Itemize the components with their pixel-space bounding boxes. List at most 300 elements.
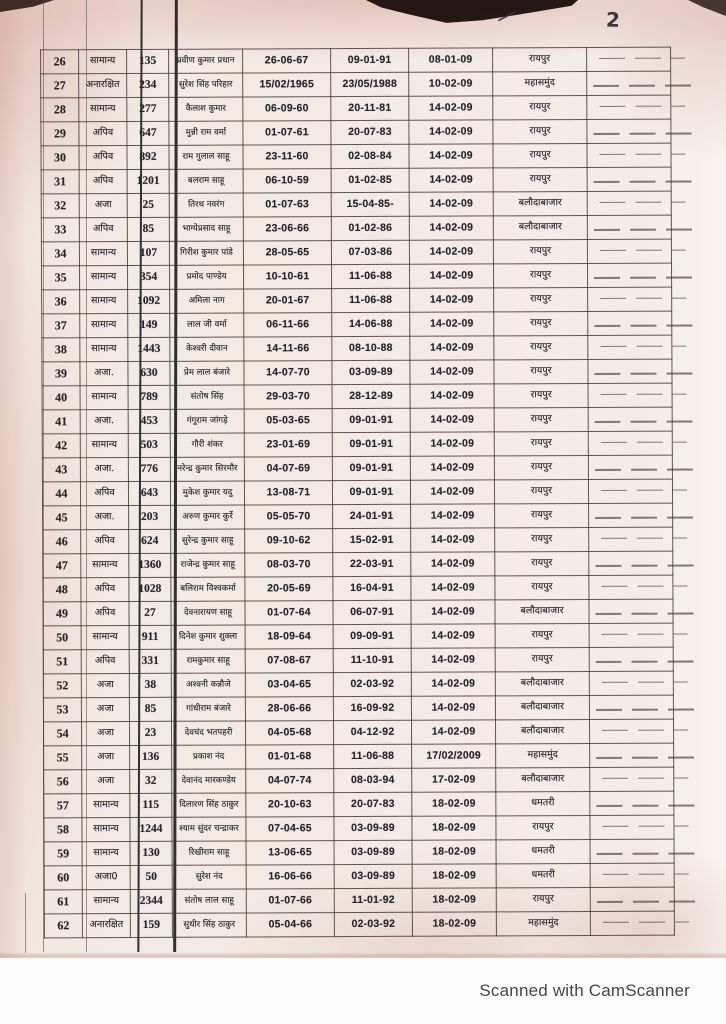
cell-date-of-birth: 14-11-66 bbox=[244, 337, 332, 361]
cell-roll-number: 1028 bbox=[129, 577, 171, 601]
cell-roll-number: 32 bbox=[130, 769, 172, 793]
table-row bbox=[41, 47, 671, 74]
camscanner-watermark: Scanned with CamScanner bbox=[479, 981, 690, 1000]
cell-date-3: 18-02-09 bbox=[412, 840, 496, 864]
cell-date-of-birth: 04-07-74 bbox=[246, 769, 334, 793]
cell-name: अमिला नाग bbox=[170, 289, 244, 313]
cell-date-3: 14-02-09 bbox=[409, 216, 493, 240]
cell-category: सामान्य bbox=[80, 433, 128, 457]
cell-name: मुकेश कुमार यदु bbox=[170, 481, 244, 505]
cell-district: रायपुर bbox=[495, 623, 589, 647]
cell-serial-number: 48 bbox=[43, 578, 81, 602]
cell-date-of-birth: 20-10-63 bbox=[246, 793, 334, 817]
cell-roll-number: 136 bbox=[130, 745, 172, 769]
cell-district: बलौदाबाजार bbox=[495, 695, 589, 719]
cell-date-of-birth: 06-09-60 bbox=[243, 97, 331, 121]
cell-serial-number: 58 bbox=[44, 818, 82, 842]
cell-date-2: 11-01-92 bbox=[334, 888, 412, 912]
cell-serial-number: 46 bbox=[43, 530, 81, 554]
cell-category: सामान्य bbox=[82, 817, 130, 841]
cell-date-2: 08-03-94 bbox=[334, 768, 412, 792]
cell-date-3: 14-02-09 bbox=[411, 576, 495, 600]
cell-date-3: 14-02-09 bbox=[411, 648, 495, 672]
cell-date-2: 06-07-91 bbox=[333, 600, 411, 624]
cell-date-2: 24-01-91 bbox=[333, 504, 411, 528]
cell-roll-number: 1443 bbox=[128, 337, 170, 361]
cell-serial-number: 51 bbox=[43, 650, 81, 674]
cell-roll-number: 776 bbox=[128, 457, 170, 481]
cell-date-of-birth: 28-05-65 bbox=[243, 241, 331, 265]
cell-name: संतोष लाल साहू bbox=[172, 889, 246, 913]
cell-district: रायपुर bbox=[494, 263, 588, 287]
cell-category: अजा. bbox=[81, 505, 129, 529]
cell-empty bbox=[588, 287, 672, 311]
cell-name: अश्वनी कन्नौजे bbox=[171, 673, 245, 697]
cell-date-2: 03-09-89 bbox=[334, 816, 412, 840]
cell-date-2: 01-02-85 bbox=[331, 168, 409, 192]
cell-empty bbox=[590, 767, 674, 791]
cell-date-2: 08-10-88 bbox=[332, 336, 410, 360]
cell-category: सामान्य bbox=[79, 50, 127, 74]
cell-name: अरुण कुमार कुर्रे bbox=[171, 505, 245, 529]
cell-category: सामान्य bbox=[82, 889, 130, 913]
table-row bbox=[44, 911, 674, 938]
cell-date-2: 11-06-88 bbox=[332, 264, 410, 288]
cell-district: बलौदाबाजार bbox=[496, 767, 590, 791]
cell-name: देवचंद भतपहरी bbox=[171, 721, 245, 745]
cell-roll-number: 85 bbox=[129, 697, 171, 721]
cell-serial-number: 41 bbox=[42, 410, 80, 434]
table-row bbox=[43, 527, 673, 554]
cell-date-3: 18-02-09 bbox=[412, 888, 496, 912]
cell-date-3: 14-02-09 bbox=[410, 432, 494, 456]
table-row bbox=[42, 383, 672, 410]
cell-date-3: 14-02-09 bbox=[411, 624, 495, 648]
cell-date-2: 01-02-86 bbox=[331, 216, 409, 240]
cell-category: सामान्य bbox=[81, 625, 129, 649]
cell-name: गांधीराम बंजारे bbox=[171, 697, 245, 721]
cell-name: गौरी शंकर bbox=[170, 433, 244, 457]
cell-category: सामान्य bbox=[80, 338, 128, 362]
cell-date-2: 16-04-91 bbox=[333, 576, 411, 600]
cell-serial-number: 31 bbox=[41, 170, 79, 194]
cell-district: धमतरी bbox=[496, 791, 590, 815]
cell-category: सामान्य bbox=[81, 553, 129, 577]
cell-serial-number: 37 bbox=[42, 314, 80, 338]
cell-date-2: 02-03-92 bbox=[333, 672, 411, 696]
cell-roll-number: 85 bbox=[127, 217, 169, 241]
cell-date-of-birth: 05-03-65 bbox=[244, 409, 332, 433]
cell-date-3: 14-02-09 bbox=[410, 288, 494, 312]
cell-name: दिनेश कुमार शुक्ला bbox=[171, 625, 245, 649]
cell-empty bbox=[589, 599, 673, 623]
cell-date-3: 14-02-09 bbox=[409, 240, 493, 264]
cell-serial-number: 53 bbox=[43, 698, 81, 722]
cell-district: रायपुर bbox=[494, 359, 588, 383]
cell-category: अनारक्षित bbox=[82, 913, 130, 937]
cell-district: रायपुर bbox=[495, 575, 589, 599]
cell-roll-number: 630 bbox=[128, 361, 170, 385]
cell-date-of-birth: 01-07-61 bbox=[243, 121, 331, 145]
cell-date-2: 09-01-91 bbox=[332, 408, 410, 432]
cell-date-of-birth: 29-03-70 bbox=[244, 385, 332, 409]
cell-roll-number: 159 bbox=[130, 913, 172, 937]
cell-empty bbox=[589, 503, 673, 527]
cell-name: गिरीश कुमार पांडे bbox=[169, 241, 243, 265]
cell-district: रायपुर bbox=[493, 119, 587, 143]
cell-serial-number: 56 bbox=[44, 770, 82, 794]
cell-serial-number: 49 bbox=[43, 602, 81, 626]
cell-date-2: 16-09-92 bbox=[333, 696, 411, 720]
cell-date-of-birth: 05-04-66 bbox=[246, 913, 334, 937]
corner-shadow-left bbox=[0, 0, 54, 12]
cell-roll-number: 234 bbox=[127, 73, 169, 97]
cell-date-2: 11-06-88 bbox=[332, 288, 410, 312]
cell-name: बलिराम विश्वकर्मा bbox=[171, 577, 245, 601]
table-row bbox=[42, 311, 672, 338]
cell-date-3: 14-02-09 bbox=[410, 456, 494, 480]
cell-roll-number: 789 bbox=[128, 385, 170, 409]
cell-roll-number: 23 bbox=[129, 721, 171, 745]
cell-category: सामान्य bbox=[80, 386, 128, 410]
cell-serial-number: 27 bbox=[41, 74, 79, 98]
cell-serial-number: 30 bbox=[41, 146, 79, 170]
cell-date-3: 14-02-09 bbox=[409, 96, 493, 120]
cell-category: अजा. bbox=[80, 362, 128, 386]
cell-district: रायपुर bbox=[495, 527, 589, 551]
cell-empty bbox=[588, 263, 672, 287]
cell-name: प्रवीण कुमार प्रधान bbox=[169, 49, 243, 73]
cell-category: अपिव bbox=[81, 649, 129, 673]
records-tbody bbox=[41, 47, 675, 938]
cell-roll-number: 135 bbox=[127, 49, 169, 73]
cell-roll-number: 647 bbox=[127, 121, 169, 145]
cell-empty bbox=[589, 551, 673, 575]
cell-category: अनारक्षित bbox=[79, 74, 127, 98]
cell-date-of-birth: 15/02/1965 bbox=[243, 73, 331, 97]
table-row bbox=[41, 191, 671, 218]
table-row bbox=[42, 407, 672, 434]
cell-date-3: 14-02-09 bbox=[410, 336, 494, 360]
cell-date-of-birth: 26-06-67 bbox=[243, 49, 331, 73]
page-curl-shadow bbox=[366, 0, 578, 26]
cell-category: अपिव bbox=[79, 218, 127, 242]
table-row bbox=[41, 167, 671, 194]
cell-name: लाल जी वर्मा bbox=[170, 313, 244, 337]
cell-date-2: 20-11-81 bbox=[331, 96, 409, 120]
table-row bbox=[42, 335, 672, 362]
cell-date-3: 14-02-09 bbox=[411, 528, 495, 552]
table-row bbox=[41, 215, 671, 242]
cell-district: रायपुर bbox=[493, 95, 587, 119]
cell-name: गंगूराम जांगड़े bbox=[170, 409, 244, 433]
cell-name: राजेन्द्र कुमार साहू bbox=[171, 553, 245, 577]
table-row bbox=[44, 839, 674, 866]
cell-empty bbox=[590, 815, 674, 839]
cell-empty bbox=[587, 47, 671, 71]
cell-empty bbox=[590, 887, 674, 911]
cell-district: रायपुर bbox=[494, 407, 588, 431]
cell-date-2: 02-03-92 bbox=[334, 912, 412, 936]
cell-date-2: 04-12-92 bbox=[333, 720, 411, 744]
cell-date-of-birth: 13-08-71 bbox=[244, 481, 332, 505]
table-row bbox=[42, 479, 672, 506]
cell-category: अजा bbox=[79, 194, 127, 218]
cell-serial-number: 38 bbox=[42, 338, 80, 362]
handwritten-page-number: 2 bbox=[605, 7, 621, 32]
table-row bbox=[42, 431, 672, 458]
cell-category: सामान्य bbox=[79, 242, 127, 266]
cell-date-2: 23/05/1988 bbox=[331, 72, 409, 96]
cell-district: रायपुर bbox=[494, 383, 588, 407]
cell-category: अपिव bbox=[79, 122, 127, 146]
cell-date-of-birth: 05-05-70 bbox=[245, 505, 333, 529]
cell-empty bbox=[587, 215, 671, 239]
cell-date-3: 14-02-09 bbox=[409, 120, 493, 144]
cell-district: रायपुर bbox=[493, 143, 587, 167]
cell-date-2: 02-08-84 bbox=[331, 144, 409, 168]
cell-name: सुरेश नंद bbox=[172, 865, 246, 889]
cell-roll-number: 130 bbox=[130, 841, 172, 865]
cell-date-3: 14-02-09 bbox=[411, 552, 495, 576]
cell-date-of-birth: 04-05-68 bbox=[245, 721, 333, 745]
cell-roll-number: 892 bbox=[127, 145, 169, 169]
cell-district: रायपुर bbox=[494, 455, 588, 479]
cell-date-3: 14-02-09 bbox=[410, 360, 494, 384]
cell-empty bbox=[589, 623, 673, 647]
cell-date-2: 09-01-91 bbox=[332, 456, 410, 480]
cell-date-2: 07-03-86 bbox=[331, 240, 409, 264]
cell-district: रायपुर bbox=[493, 167, 587, 191]
cell-name: प्रेम लाल बंजारे bbox=[170, 361, 244, 385]
cell-roll-number: 50 bbox=[130, 865, 172, 889]
ruled-line bbox=[25, 893, 26, 953]
table-row bbox=[43, 551, 673, 578]
cell-serial-number: 29 bbox=[41, 122, 79, 146]
cell-roll-number: 1201 bbox=[127, 169, 169, 193]
cell-name: संतोष सिंह bbox=[170, 385, 244, 409]
cell-date-of-birth: 23-06-66 bbox=[243, 217, 331, 241]
cell-category: अजा0 bbox=[82, 865, 130, 889]
cell-district: रायपुर bbox=[494, 335, 588, 359]
cell-date-3: 14-02-09 bbox=[409, 144, 493, 168]
cell-category: अपिव bbox=[80, 481, 128, 505]
cell-empty bbox=[588, 407, 672, 431]
cell-serial-number: 28 bbox=[41, 98, 79, 122]
cell-empty bbox=[587, 239, 671, 263]
cell-date-of-birth: 04-07-69 bbox=[244, 457, 332, 481]
cell-serial-number: 57 bbox=[44, 794, 82, 818]
cell-serial-number: 62 bbox=[44, 914, 82, 938]
cell-roll-number: 149 bbox=[128, 313, 170, 337]
table-row bbox=[42, 455, 672, 482]
cell-category: अपिव bbox=[81, 577, 129, 601]
table-row bbox=[41, 95, 671, 122]
cell-serial-number: 34 bbox=[41, 242, 79, 266]
cell-empty bbox=[588, 311, 672, 335]
cell-serial-number: 55 bbox=[44, 746, 82, 770]
cell-date-3: 14-02-09 bbox=[410, 480, 494, 504]
cell-name: केश्वरी दीवान bbox=[170, 337, 244, 361]
table-row bbox=[44, 863, 674, 890]
cell-serial-number: 33 bbox=[41, 218, 79, 242]
cell-date-of-birth: 06-11-66 bbox=[244, 313, 332, 337]
corner-shadow-right bbox=[688, 0, 726, 16]
cell-empty bbox=[589, 647, 673, 671]
cell-date-3: 14-02-09 bbox=[411, 720, 495, 744]
cell-empty bbox=[587, 71, 671, 95]
cell-empty bbox=[590, 911, 674, 935]
cell-date-of-birth: 23-11-60 bbox=[243, 145, 331, 169]
cell-roll-number: 1244 bbox=[130, 817, 172, 841]
cell-date-2: 20-07-83 bbox=[331, 120, 409, 144]
cell-district: धमतरी bbox=[496, 863, 590, 887]
cell-name: सुधीर सिंह ठाकुर bbox=[172, 913, 246, 937]
cell-date-2: 03-09-89 bbox=[334, 864, 412, 888]
cell-date-3: 14-02-09 bbox=[410, 264, 494, 288]
cell-date-2: 09-09-91 bbox=[333, 624, 411, 648]
cell-roll-number: 643 bbox=[128, 481, 170, 505]
cell-serial-number: 59 bbox=[44, 842, 82, 866]
table-row bbox=[41, 143, 671, 170]
cell-category: सामान्य bbox=[82, 793, 130, 817]
cell-district: बलौदाबाजार bbox=[495, 671, 589, 695]
table-row bbox=[43, 575, 673, 602]
cell-serial-number: 43 bbox=[42, 458, 80, 482]
table-row bbox=[43, 647, 673, 674]
cell-roll-number: 277 bbox=[127, 97, 169, 121]
cell-district: धमतरी bbox=[496, 839, 590, 863]
cell-date-of-birth: 01-01-68 bbox=[246, 745, 334, 769]
cell-date-3: 17/02/2009 bbox=[412, 744, 496, 768]
cell-name: बलराम साहू bbox=[169, 169, 243, 193]
cell-name: सुरेश सिंह परिहार bbox=[169, 73, 243, 97]
cell-name: तिरथ नवरंग bbox=[169, 193, 243, 217]
cell-district: बलौदाबाजार bbox=[495, 599, 589, 623]
cell-serial-number: 45 bbox=[43, 506, 81, 530]
cell-empty bbox=[590, 839, 674, 863]
table-row bbox=[43, 695, 673, 722]
cell-date-of-birth: 09-10-62 bbox=[245, 529, 333, 553]
cell-roll-number: 911 bbox=[129, 625, 171, 649]
cell-category: अपिव bbox=[81, 529, 129, 553]
cell-category: अजा bbox=[81, 697, 129, 721]
cell-date-of-birth: 20-01-67 bbox=[244, 289, 332, 313]
cell-date-2: 03-09-89 bbox=[334, 840, 412, 864]
cell-empty bbox=[587, 119, 671, 143]
cell-roll-number: 25 bbox=[127, 193, 169, 217]
cell-serial-number: 54 bbox=[43, 722, 81, 746]
cell-date-of-birth: 20-05-69 bbox=[245, 577, 333, 601]
cell-empty bbox=[588, 455, 672, 479]
cell-district: बलौदाबाजार bbox=[493, 191, 587, 215]
cell-roll-number: 624 bbox=[129, 529, 171, 553]
cell-empty bbox=[590, 743, 674, 767]
cell-serial-number: 32 bbox=[41, 194, 79, 218]
cell-category: सामान्य bbox=[80, 314, 128, 338]
cell-district: रायपुर bbox=[494, 287, 588, 311]
cell-date-of-birth: 28-06-66 bbox=[245, 697, 333, 721]
cell-date-3: 18-02-09 bbox=[412, 864, 496, 888]
cell-empty bbox=[589, 695, 673, 719]
cell-date-3: 14-02-09 bbox=[411, 504, 495, 528]
cell-category: सामान्य bbox=[79, 98, 127, 122]
cell-serial-number: 44 bbox=[42, 482, 80, 506]
cell-date-3: 14-02-09 bbox=[410, 312, 494, 336]
table-row bbox=[42, 287, 672, 314]
table-row bbox=[44, 815, 674, 842]
table-row bbox=[41, 239, 671, 266]
camscanner-bar bbox=[0, 958, 726, 1024]
cell-date-2: 20-07-83 bbox=[334, 792, 412, 816]
cell-district: रायपुर bbox=[496, 815, 590, 839]
cell-date-3: 14-02-09 bbox=[410, 408, 494, 432]
table-row bbox=[44, 767, 674, 794]
cell-date-3: 14-02-09 bbox=[411, 600, 495, 624]
cell-category: अजा bbox=[82, 769, 130, 793]
table-row bbox=[43, 599, 673, 626]
cell-category: अजा bbox=[81, 673, 129, 697]
cell-date-3: 18-02-09 bbox=[412, 912, 496, 936]
cell-date-2: 15-04-85- bbox=[331, 192, 409, 216]
cell-date-of-birth: 08-03-70 bbox=[245, 553, 333, 577]
cell-empty bbox=[588, 359, 672, 383]
cell-roll-number: 503 bbox=[128, 433, 170, 457]
table-row bbox=[43, 503, 673, 530]
cell-date-2: 14-06-88 bbox=[332, 312, 410, 336]
cell-date-2: 09-01-91 bbox=[332, 480, 410, 504]
cell-serial-number: 60 bbox=[44, 866, 82, 890]
cell-roll-number: 453 bbox=[128, 409, 170, 433]
cell-district: महासमुंद bbox=[496, 743, 590, 767]
cell-roll-number: 1092 bbox=[128, 289, 170, 313]
cell-date-of-birth: 06-10-59 bbox=[243, 169, 331, 193]
cell-district: रायपुर bbox=[496, 887, 590, 911]
cell-date-2: 11-10-91 bbox=[333, 648, 411, 672]
cell-date-of-birth: 16-06-66 bbox=[246, 865, 334, 889]
cell-roll-number: 203 bbox=[129, 505, 171, 529]
cell-district: रायपुर bbox=[493, 239, 587, 263]
cell-name: देवनारायण साहू bbox=[171, 601, 245, 625]
cell-name: राम गुलाल साहू bbox=[169, 145, 243, 169]
records-table bbox=[40, 47, 675, 939]
cell-district: रायपुर bbox=[494, 479, 588, 503]
cell-category: अपिव bbox=[79, 170, 127, 194]
table-row bbox=[42, 359, 672, 386]
cell-category: सामान्य bbox=[80, 266, 128, 290]
cell-serial-number: 61 bbox=[44, 890, 82, 914]
cell-district: महासमुंद bbox=[493, 71, 587, 95]
cell-date-2: 28-12-89 bbox=[332, 384, 410, 408]
cell-serial-number: 26 bbox=[41, 50, 79, 74]
cell-serial-number: 47 bbox=[43, 554, 81, 578]
cell-name: रिखीराम साहू bbox=[172, 841, 246, 865]
cell-name: प्रकाश नंद bbox=[172, 745, 246, 769]
cell-category: सामान्य bbox=[82, 841, 130, 865]
cell-district: बलौदाबाजार bbox=[495, 719, 589, 743]
cell-empty bbox=[590, 791, 674, 815]
cell-date-3: 14-02-09 bbox=[411, 672, 495, 696]
cell-date-2: 09-01-91 bbox=[332, 432, 410, 456]
cell-empty bbox=[589, 719, 673, 743]
cell-district: रायपुर bbox=[494, 431, 588, 455]
cell-district: रायपुर bbox=[495, 503, 589, 527]
cell-date-of-birth: 03-04-65 bbox=[245, 673, 333, 697]
table-row bbox=[41, 71, 671, 98]
cell-empty bbox=[588, 431, 672, 455]
table-row bbox=[44, 791, 674, 818]
cell-roll-number: 354 bbox=[128, 265, 170, 289]
